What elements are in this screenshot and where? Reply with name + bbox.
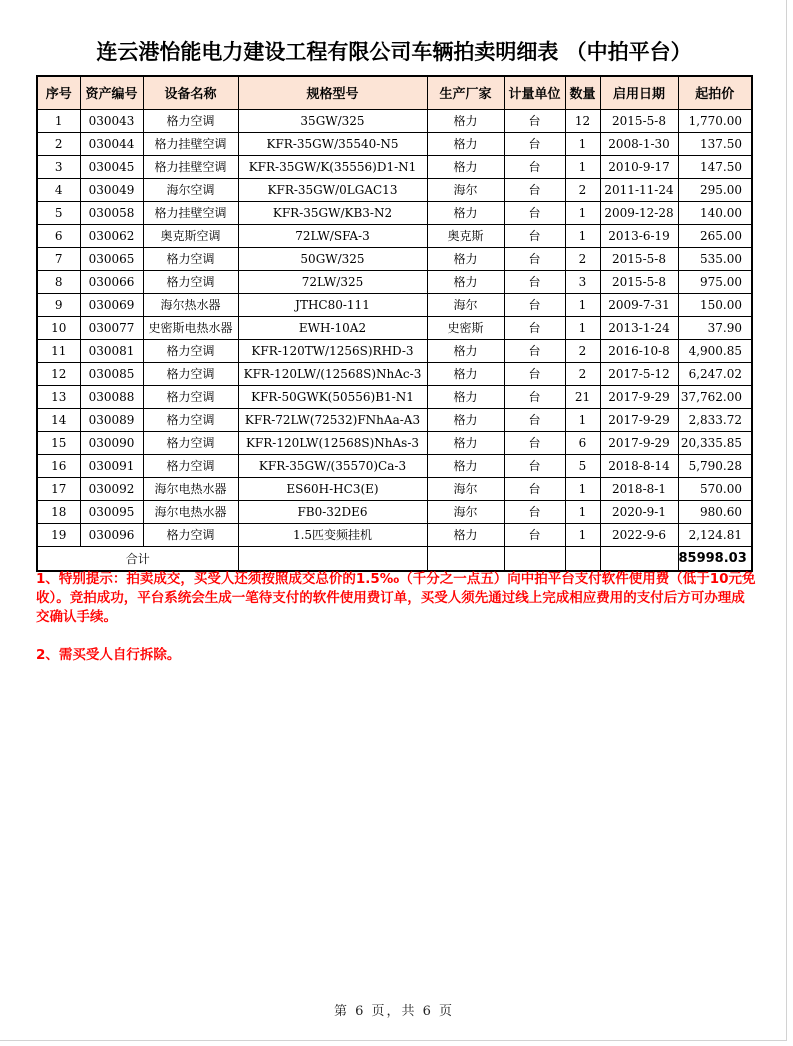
total-value: 85998.03 — [678, 546, 752, 571]
table-cell: 奥克斯空调 — [143, 224, 238, 247]
table-cell: 2009-12-28 — [600, 201, 678, 224]
table-row — [37, 385, 752, 408]
table-cell: 台 — [504, 293, 565, 316]
table-cell: 1 — [565, 201, 600, 224]
table-cell: KFR-35GW/K(35556)D1-N1 — [238, 155, 427, 178]
table-header — [37, 76, 752, 109]
table-cell: 17 — [37, 477, 80, 500]
table-cell: 台 — [504, 270, 565, 293]
table-cell: 5 — [565, 454, 600, 477]
table-cell: 15 — [37, 431, 80, 454]
table-cell: 史密斯电热水器 — [143, 316, 238, 339]
table-row — [37, 477, 752, 500]
table-cell: 6,247.02 — [678, 362, 752, 385]
header-cell-maker: 生产厂家 — [427, 76, 504, 109]
table-cell: 2015-5-8 — [600, 247, 678, 270]
table-cell: 史密斯 — [427, 316, 504, 339]
table-cell: 4,900.85 — [678, 339, 752, 362]
table-cell: 台 — [504, 109, 565, 132]
table-cell: 台 — [504, 523, 565, 546]
table-cell: 030044 — [80, 132, 143, 155]
table-cell: 13 — [37, 385, 80, 408]
table-row — [37, 293, 752, 316]
table-cell: 12 — [37, 362, 80, 385]
table-cell: 2017-9-29 — [600, 408, 678, 431]
total-label: 合计 — [37, 546, 238, 571]
table-cell: 8 — [37, 270, 80, 293]
table-body — [37, 109, 752, 546]
table-cell: 030058 — [80, 201, 143, 224]
header-cell-date: 启用日期 — [600, 76, 678, 109]
table-cell: 台 — [504, 408, 565, 431]
table-cell: 1.5匹变频挂机 — [238, 523, 427, 546]
table-cell: 9 — [37, 293, 80, 316]
header-cell-no: 序号 — [37, 76, 80, 109]
table-cell: 21 — [565, 385, 600, 408]
table-cell: 格力 — [427, 431, 504, 454]
table-cell: 台 — [504, 454, 565, 477]
table-cell: 6 — [565, 431, 600, 454]
table-cell: 5,790.28 — [678, 454, 752, 477]
table-cell: 海尔 — [427, 178, 504, 201]
table-cell: 格力 — [427, 408, 504, 431]
header-cell-name: 设备名称 — [143, 76, 238, 109]
table-cell: 2020-9-1 — [600, 500, 678, 523]
table-cell: 3 — [37, 155, 80, 178]
header-row — [37, 76, 752, 109]
table-cell: 格力空调 — [143, 385, 238, 408]
table-row — [37, 247, 752, 270]
table-cell: 台 — [504, 155, 565, 178]
table-cell: 格力空调 — [143, 454, 238, 477]
table-row — [37, 155, 752, 178]
table-cell: KFR-35GW/KB3-N2 — [238, 201, 427, 224]
table-cell: 140.00 — [678, 201, 752, 224]
table-cell: 535.00 — [678, 247, 752, 270]
table-cell: 2016-10-8 — [600, 339, 678, 362]
table-cell: 2010-9-17 — [600, 155, 678, 178]
table-row — [37, 132, 752, 155]
table-cell: 台 — [504, 362, 565, 385]
table-cell: 2,124.81 — [678, 523, 752, 546]
table-row — [37, 109, 752, 132]
table-cell: 台 — [504, 201, 565, 224]
table-cell: 海尔 — [427, 293, 504, 316]
table-cell: 72LW/SFA-3 — [238, 224, 427, 247]
table-cell: 2 — [565, 362, 600, 385]
table-cell: 5 — [37, 201, 80, 224]
table-cell: 2018-8-14 — [600, 454, 678, 477]
table-cell: 030049 — [80, 178, 143, 201]
table-cell: 格力空调 — [143, 431, 238, 454]
table-cell: 格力 — [427, 339, 504, 362]
table-cell: 19 — [37, 523, 80, 546]
table-cell: 格力 — [427, 385, 504, 408]
table-cell: 格力空调 — [143, 247, 238, 270]
table-cell: 35GW/325 — [238, 109, 427, 132]
table-cell: 2 — [565, 178, 600, 201]
table-cell: ES60H-HC3(E) — [238, 477, 427, 500]
note-fee: 1、特别提示：拍卖成交，买受人还须按照成交总价的1.5‰（千分之一点五）向中拍平台支付软件使用费（低于10元免收）。竞拍成功，平台系统会生成一笔待支付的软件使用费订单，买受人须先通过线上完成相应费用的支付后方可办理成交确认手续。 — [36, 571, 756, 625]
table-row — [37, 224, 752, 247]
table-cell: 1 — [37, 109, 80, 132]
total-empty-qty — [565, 546, 600, 571]
page-title: 连云港怡能电力建设工程有限公司车辆拍卖明细表 （中拍平台） — [96, 40, 692, 64]
table-cell: 1 — [565, 523, 600, 546]
table-cell: 18 — [37, 500, 80, 523]
table-cell: 海尔空调 — [143, 178, 238, 201]
special-notes — [36, 570, 758, 684]
table-cell: 海尔 — [427, 500, 504, 523]
table-row — [37, 500, 752, 523]
table-cell: 030065 — [80, 247, 143, 270]
table-cell: 2 — [565, 339, 600, 362]
table-cell: 1 — [565, 477, 600, 500]
table-cell: 1 — [565, 224, 600, 247]
table-row — [37, 178, 752, 201]
table-row — [37, 523, 752, 546]
table-cell: 海尔 — [427, 477, 504, 500]
auction-table — [36, 75, 753, 572]
table-cell: 030066 — [80, 270, 143, 293]
table-row — [37, 339, 752, 362]
table-cell: 台 — [504, 477, 565, 500]
table-cell: KFR-35GW/35540-N5 — [238, 132, 427, 155]
table-cell: 海尔电热水器 — [143, 500, 238, 523]
table-cell: 海尔热水器 — [143, 293, 238, 316]
table-cell: 2011-11-24 — [600, 178, 678, 201]
table-row — [37, 408, 752, 431]
table-cell: 格力挂壁空调 — [143, 155, 238, 178]
table-cell: 奥克斯 — [427, 224, 504, 247]
table-cell: 格力 — [427, 247, 504, 270]
table-cell: KFR-120TW/1256S)RHD-3 — [238, 339, 427, 362]
table-cell: 147.50 — [678, 155, 752, 178]
table-cell: 格力空调 — [143, 270, 238, 293]
table-cell: 1 — [565, 155, 600, 178]
table-row — [37, 454, 752, 477]
table-cell: 1 — [565, 293, 600, 316]
table-cell: 格力空调 — [143, 339, 238, 362]
table-cell: 2009-7-31 — [600, 293, 678, 316]
table-cell: 台 — [504, 132, 565, 155]
table-cell: 7 — [37, 247, 80, 270]
total-empty-unit — [504, 546, 565, 571]
table-cell: 030089 — [80, 408, 143, 431]
table-cell: 030090 — [80, 431, 143, 454]
table-cell: 030043 — [80, 109, 143, 132]
header-cell-asset: 资产编号 — [80, 76, 143, 109]
table-row — [37, 316, 752, 339]
table-cell: 格力 — [427, 132, 504, 155]
table-cell: 格力 — [427, 454, 504, 477]
table-cell: 20,335.85 — [678, 431, 752, 454]
table-cell: 030081 — [80, 339, 143, 362]
table-cell: 台 — [504, 431, 565, 454]
table-cell: 格力 — [427, 201, 504, 224]
table-cell: 975.00 — [678, 270, 752, 293]
table-cell: 570.00 — [678, 477, 752, 500]
page-number: 第 6 页，共 6 页 — [333, 1004, 455, 1019]
table-cell: 2015-5-8 — [600, 270, 678, 293]
table-cell: KFR-35GW/0LGAC13 — [238, 178, 427, 201]
table-cell: 格力 — [427, 523, 504, 546]
table-cell: 030069 — [80, 293, 143, 316]
table-cell: 2017-9-29 — [600, 385, 678, 408]
table-cell: KFR-72LW(72532)FNhAa-A3 — [238, 408, 427, 431]
table-cell: 台 — [504, 224, 565, 247]
header-cell-model: 规格型号 — [238, 76, 427, 109]
table-cell: 2008-1-30 — [600, 132, 678, 155]
table-cell: 030088 — [80, 385, 143, 408]
table-cell: 格力 — [427, 362, 504, 385]
table-cell: 2013-6-19 — [600, 224, 678, 247]
table-cell: 6 — [37, 224, 80, 247]
table-cell: 台 — [504, 385, 565, 408]
table-cell: 030045 — [80, 155, 143, 178]
table-row — [37, 431, 752, 454]
table-row — [37, 270, 752, 293]
table-cell: 格力空调 — [143, 109, 238, 132]
table-cell: 2013-1-24 — [600, 316, 678, 339]
table-cell: 台 — [504, 178, 565, 201]
table-cell: KFR-35GW/(35570)Ca-3 — [238, 454, 427, 477]
total-empty-date — [600, 546, 678, 571]
table-cell: EWH-10A2 — [238, 316, 427, 339]
table-cell: 137.50 — [678, 132, 752, 155]
table-cell: 1 — [565, 132, 600, 155]
table-cell: FB0-32DE6 — [238, 500, 427, 523]
total-empty-maker — [427, 546, 504, 571]
table-cell: 50GW/325 — [238, 247, 427, 270]
header-cell-unit: 计量单位 — [504, 76, 565, 109]
table-cell: 台 — [504, 339, 565, 362]
table-cell: 格力空调 — [143, 523, 238, 546]
table-cell: 030062 — [80, 224, 143, 247]
table-cell: 72LW/325 — [238, 270, 427, 293]
total-empty-model — [238, 546, 427, 571]
table-cell: 2017-5-12 — [600, 362, 678, 385]
table-cell: 14 — [37, 408, 80, 431]
table-cell: 格力 — [427, 109, 504, 132]
table-cell: 1 — [565, 500, 600, 523]
table-cell: 格力 — [427, 155, 504, 178]
table-cell: KFR-50GWK(50556)B1-N1 — [238, 385, 427, 408]
table-cell: 2,833.72 — [678, 408, 752, 431]
table-cell: 2 — [565, 247, 600, 270]
header-cell-qty: 数量 — [565, 76, 600, 109]
table-cell: 37,762.00 — [678, 385, 752, 408]
table-cell: 030095 — [80, 500, 143, 523]
note-removal: 2、需买受人自行拆除。 — [36, 647, 181, 663]
table-cell: 10 — [37, 316, 80, 339]
table-cell: 1 — [565, 316, 600, 339]
table-cell: 37.90 — [678, 316, 752, 339]
table-cell: 030085 — [80, 362, 143, 385]
table-cell: 台 — [504, 247, 565, 270]
table-cell: 980.60 — [678, 500, 752, 523]
table-cell: 格力 — [427, 270, 504, 293]
table-row — [37, 201, 752, 224]
table-cell: 2 — [37, 132, 80, 155]
table-cell: 11 — [37, 339, 80, 362]
table-cell: 台 — [504, 500, 565, 523]
table-cell: 030077 — [80, 316, 143, 339]
table-row — [37, 362, 752, 385]
table-cell: 格力挂壁空调 — [143, 132, 238, 155]
table-cell: 4 — [37, 178, 80, 201]
table-cell: 030092 — [80, 477, 143, 500]
table-cell: 2015-5-8 — [600, 109, 678, 132]
table-cell: 12 — [565, 109, 600, 132]
table-cell: 2017-9-29 — [600, 431, 678, 454]
table-cell: JTHC80-111 — [238, 293, 427, 316]
table-cell: 1,770.00 — [678, 109, 752, 132]
table-cell: 2022-9-6 — [600, 523, 678, 546]
table-cell: 格力挂壁空调 — [143, 201, 238, 224]
table-cell: 格力空调 — [143, 408, 238, 431]
total-row — [37, 546, 752, 571]
table-cell: 150.00 — [678, 293, 752, 316]
table-cell: 265.00 — [678, 224, 752, 247]
table-cell: KFR-120LW(12568S)NhAs-3 — [238, 431, 427, 454]
table-cell: 海尔电热水器 — [143, 477, 238, 500]
table-cell: 1 — [565, 408, 600, 431]
table-cell: 台 — [504, 316, 565, 339]
table-cell: 格力空调 — [143, 362, 238, 385]
table-cell: 030096 — [80, 523, 143, 546]
table-cell: 2018-8-1 — [600, 477, 678, 500]
header-cell-price: 起拍价 — [678, 76, 752, 109]
table-cell: 3 — [565, 270, 600, 293]
table-cell: 295.00 — [678, 178, 752, 201]
table-cell: 16 — [37, 454, 80, 477]
table-cell: 030091 — [80, 454, 143, 477]
table-cell: KFR-120LW/(12568S)NhAc-3 — [238, 362, 427, 385]
